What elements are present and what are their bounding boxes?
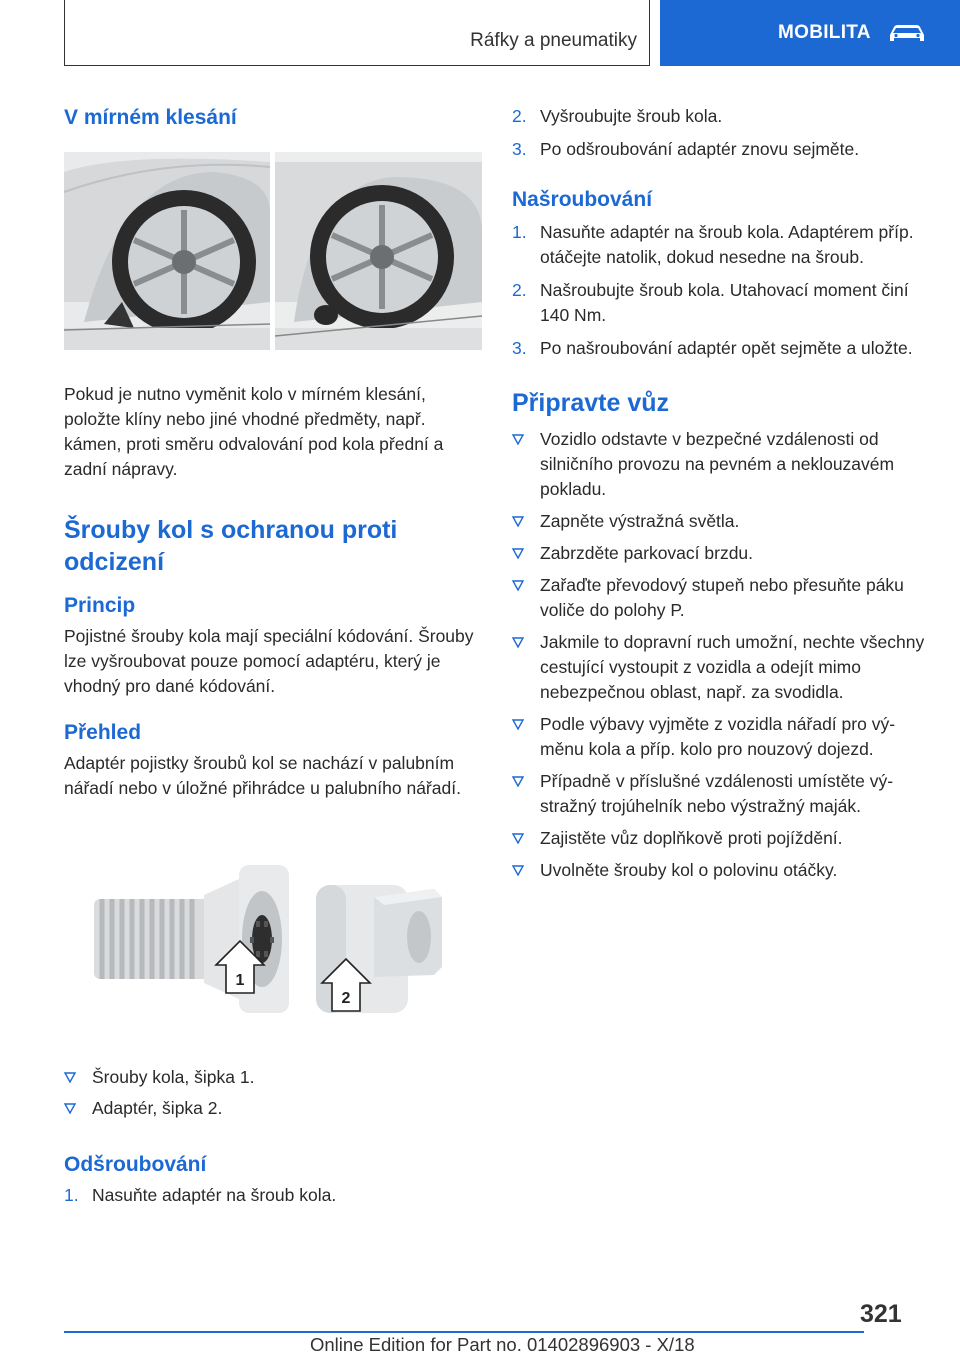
prepare-item-text: Vozidlo odstavte v bezpečné vzdálenosti od silničního provozu na pevném a neklouzavém pokladu. bbox=[540, 429, 895, 499]
prepare-item-text: Zapněte výstražná světla. bbox=[540, 511, 740, 531]
step-item bbox=[512, 336, 932, 361]
step-item bbox=[64, 1183, 482, 1208]
prepare-list bbox=[512, 427, 932, 883]
triangle-bullet-icon bbox=[512, 858, 540, 883]
prepare-item-text: Jakmile to dopravní ruch umožní, nechte všechny cestující vystoupit z vozidla a odejít mimo nebezpečnou oblast, např. za svodidla. bbox=[540, 632, 925, 702]
triangle-bullet-icon bbox=[512, 573, 540, 623]
antitheft-heading: Šrouby kol s ochranou proti odcizení bbox=[64, 516, 398, 576]
slope-heading: V mírném klesání bbox=[64, 106, 237, 129]
step-item bbox=[512, 104, 932, 129]
prepare-item-text: Zařaďte převodový stupeň nebo přesuňte páku voliče do polohy P. bbox=[540, 575, 904, 620]
legend-list bbox=[64, 1065, 482, 1121]
triangle-bullet-icon bbox=[512, 769, 540, 819]
triangle-bullet-icon bbox=[64, 1096, 92, 1121]
left-column bbox=[64, 98, 482, 1208]
prepare-item bbox=[512, 826, 932, 851]
prepare-item-text: Případně v příslušné vzdálenosti umístěte výstražný trojúhelník nebo výstražný maják. bbox=[540, 771, 894, 816]
overview-text: Adaptér pojistky šroubů kol se nachází v palubním nářadí nebo v úložné přihrádce u palubního nářadí. bbox=[64, 753, 461, 798]
triangle-bullet-icon bbox=[512, 630, 540, 705]
prepare-item bbox=[512, 858, 932, 883]
chapter-tab-label: MOBILITA bbox=[778, 22, 871, 43]
step-item bbox=[512, 137, 932, 162]
screw-heading: Našroubování bbox=[512, 188, 653, 211]
prepare-item bbox=[512, 712, 932, 762]
principle-text: Pojistné šrouby kola mají speciální kódování. Šrouby lze vyšroubovat pouze pomocí adaptéru, který je vhodný pro dané kódování. bbox=[64, 626, 474, 696]
principle-heading: Princip bbox=[64, 594, 136, 617]
legend-item bbox=[64, 1065, 482, 1090]
triangle-bullet-icon bbox=[512, 427, 540, 502]
legend-text: Šrouby kola, šipka 1. bbox=[92, 1067, 255, 1087]
chapter-tab[interactable] bbox=[660, 0, 960, 66]
section-title: Ráfky a pneumatiky bbox=[470, 30, 637, 51]
page-number: 321 bbox=[860, 1300, 902, 1328]
footer-divider bbox=[64, 1331, 864, 1333]
prepare-item-text: Uvolněte šrouby kol o polovinu otáčky. bbox=[540, 860, 838, 880]
header-section-box bbox=[64, 0, 650, 66]
unscrew-steps-continued bbox=[512, 104, 932, 162]
bolt-adapter-image bbox=[64, 837, 482, 1037]
prepare-item-text: Zajistěte vůz doplňkově proti pojíždění. bbox=[540, 828, 843, 848]
arrow-2-label: 2 bbox=[341, 990, 351, 1007]
slope-text: Pokud je nutno vyměnit kolo v mírném klesání, položte klíny nebo jiné vhodné předměty, např. kámen, proti směru odvalování pod kola přední a zadní nápravy. bbox=[64, 384, 444, 479]
step-item bbox=[512, 220, 932, 270]
arrow-1-label: 1 bbox=[235, 972, 245, 989]
step-number: 2. bbox=[512, 106, 527, 126]
triangle-bullet-icon bbox=[512, 541, 540, 566]
prepare-item bbox=[512, 541, 932, 566]
prepare-item bbox=[512, 427, 932, 502]
step-number: 1. bbox=[64, 1185, 79, 1205]
legend-item bbox=[64, 1096, 482, 1121]
triangle-bullet-icon bbox=[512, 712, 540, 762]
step-text: Nasuňte adaptér na šroub kola. bbox=[92, 1185, 337, 1205]
step-text: Po odšroubování adaptér znovu sejměte. bbox=[540, 139, 860, 159]
step-number: 2. bbox=[512, 280, 527, 300]
step-text: Našroubujte šroub kola. Utahovací moment činí 140 Nm. bbox=[540, 280, 909, 325]
unscrew-steps bbox=[64, 1183, 482, 1208]
screw-steps bbox=[512, 220, 932, 361]
prepare-item-text: Zabrzděte parkovací brzdu. bbox=[540, 543, 754, 563]
prepare-heading: Připravte vůz bbox=[512, 389, 670, 417]
step-text: Vyšroubujte šroub kola. bbox=[540, 106, 723, 126]
triangle-bullet-icon bbox=[512, 826, 540, 851]
prepare-item-text: Podle výbavy vyjměte z vozidla nářadí pro výměnu kola a příp. kolo pro nouzový dojezd. bbox=[540, 714, 896, 759]
step-number: 3. bbox=[512, 338, 527, 358]
edition-footer: Online Edition for Part no. 01402896903 - X/18 bbox=[310, 1334, 695, 1355]
step-text: Po našroubování adaptér opět sejměte a uložte. bbox=[540, 338, 913, 358]
unscrew-heading: Odšroubování bbox=[64, 1153, 207, 1176]
triangle-bullet-icon bbox=[512, 509, 540, 534]
overview-heading: Přehled bbox=[64, 721, 142, 744]
triangle-bullet-icon bbox=[64, 1065, 92, 1090]
prepare-item bbox=[512, 769, 932, 819]
wheel-chocks-image bbox=[64, 152, 482, 350]
prepare-item bbox=[512, 630, 932, 705]
step-text: Nasuňte adaptér na šroub kola. Adaptérem příp. otáčejte natolik, dokud nesedne na šroub. bbox=[540, 222, 914, 267]
prepare-item bbox=[512, 573, 932, 623]
step-item bbox=[512, 278, 932, 328]
step-number: 1. bbox=[512, 222, 527, 242]
legend-text: Adaptér, šipka 2. bbox=[92, 1098, 223, 1118]
car-icon bbox=[887, 21, 927, 45]
step-number: 3. bbox=[512, 139, 527, 159]
prepare-item bbox=[512, 509, 932, 534]
right-column bbox=[512, 104, 932, 883]
